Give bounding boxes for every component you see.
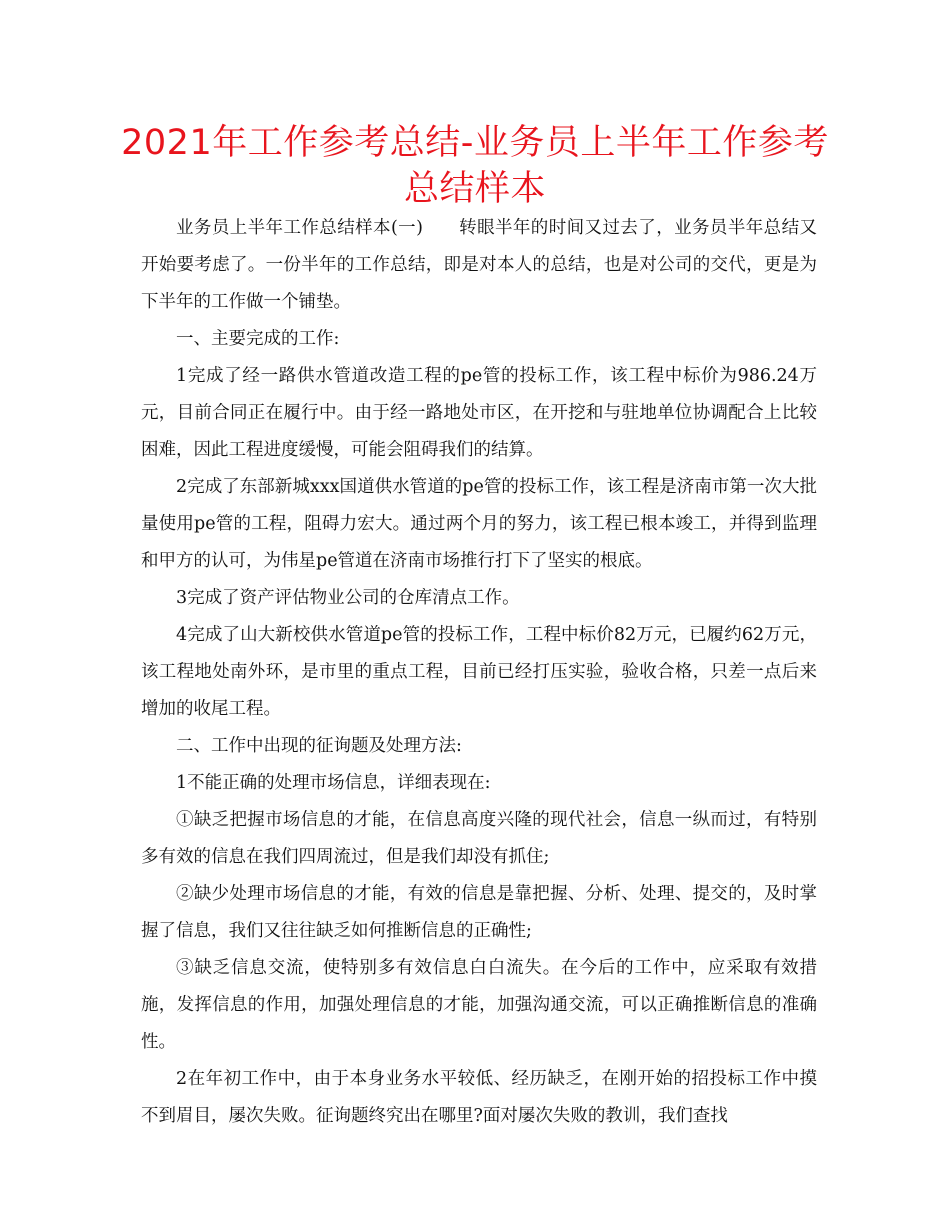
paragraph-problem-1-a: ①缺乏把握市场信息的才能，在信息高度兴隆的现代社会，信息一纵而过，有特别多有效的信息在我们四周流过，但是我们却没有抓住; [141,810,817,867]
paragraph-problem-1-c: ③缺乏信息交流，使特别多有效信息白白流失。在今后的工作中，应采取有效措施，发挥信息的作用，加强处理信息的才能，加强沟通交流，可以正确推断信息的准确性。 [141,958,817,1052]
paragraph-work-item-3: 3完成了资产评估物业公司的仓库清点工作。 [176,588,520,608]
paragraph-problem-2: 2在年初工作中，由于本身业务水平较低、经历缺乏，在刚开始的招投标工作中摸不到眉目，屡次失败。征询题终究出在哪里?面对屡次失败的教训，我们查找 [141,1069,817,1126]
paragraph-work-item-4: 4完成了山大新校供水管道pe管的投标工作，工程中标价82万元，已履约62万元，该工程地处南外环，是市里的重点工程，目前已经打压实验，验收合格，只差一点后来增加的收尾工程。 [141,625,817,719]
paragraph-problem-1: 1不能正确的处理市场信息，详细表现在: [176,773,491,793]
paragraph-problem-1-b: ②缺少处理市场信息的才能，有效的信息是靠把握、分析、处理、提交的，及时掌握了信息，我们又往往缺乏如何推断信息的正确性; [141,884,817,941]
section-heading-problems: 二、工作中出现的征询题及处理方法: [176,736,462,756]
document-body [141,210,817,1135]
paragraph-intro: 业务员上半年工作总结样本(一) 转眼半年的时间又过去了，业务员半年总结又开始要考虑了。一份半年的工作总结，即是对本人的总结，也是对公司的交代，更是为下半年的工作做一个铺垫。 [141,218,817,312]
paragraph-work-item-2: 2完成了东部新城xxx国道供水管道的pe管的投标工作，该工程是济南市第一次大批量使用pe管的工程，阻碍力宏大。通过两个月的努力，该工程已根本竣工，并得到监理和甲方的认可，为伟星pe管道在济南市场推行打下了坚实的根底。 [141,477,817,571]
document-title: 2021年工作参考总结-业务员上半年工作参考总结样本 [121,123,829,209]
section-heading-main-work: 一、主要完成的工作: [176,329,340,349]
paragraph-work-item-1: 1完成了经一路供水管道改造工程的pe管的投标工作，该工程中标价为986.24万元，目前合同正在履行中。由于经一路地处市区，在开挖和与驻地单位协调配合上比较困难，因此工程进度缓慢，可能会阻碍我们的结算。 [141,366,817,460]
